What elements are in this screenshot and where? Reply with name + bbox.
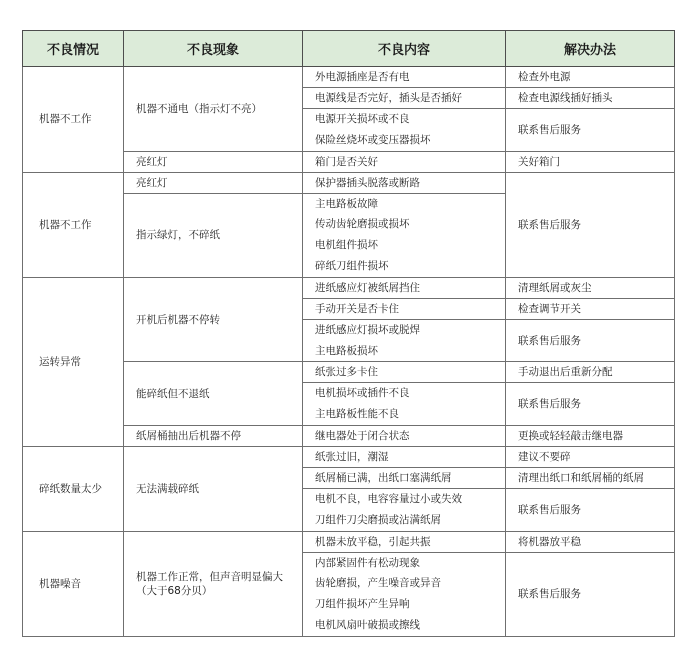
phenomenon-cell: 亮红灯	[124, 172, 303, 193]
table-row	[23, 277, 675, 298]
solution-cell: 建议不要碎	[506, 446, 675, 467]
content-cell-multi	[303, 383, 506, 426]
phenomenon-cell: 机器不通电（指示灯不亮）	[124, 67, 303, 152]
header-content: 不良内容	[303, 31, 506, 67]
content-cell-multi	[303, 193, 506, 277]
solution-cell: 关好箱门	[506, 151, 675, 172]
content-line: 电机损坏或插件不良	[315, 387, 410, 400]
phenomenon-cell: 纸屑桶抽出后机器不停	[124, 425, 303, 446]
situation-cell: 机器噪音	[23, 531, 124, 636]
solution-cell: 清理纸屑或灰尘	[506, 277, 675, 298]
content-cell: 电源线是否完好，插头是否插好	[303, 88, 506, 109]
content-line: 进纸感应灯损坏或脱焊	[315, 323, 420, 336]
content-line: 传动齿轮磨损或损坏	[315, 218, 410, 231]
content-cell: 纸张过多卡住	[303, 362, 506, 383]
content-line: 碎纸刀组件损坏	[315, 259, 389, 272]
solution-cell: 联系售后服务	[506, 319, 675, 362]
phenomenon-cell: 能碎纸但不退纸	[124, 362, 303, 426]
content-line: 保险丝烧坏或变压器损坏	[315, 133, 431, 146]
content-cell-multi	[303, 552, 506, 636]
situation-cell: 运转异常	[23, 277, 124, 446]
situation-cell: 碎纸数量太少	[23, 446, 124, 531]
solution-cell: 联系售后服务	[506, 383, 675, 426]
solution-cell: 联系售后服务	[506, 109, 675, 152]
situation-cell: 机器不工作	[23, 67, 124, 173]
content-line: 电机不良，电容容量过小或失效	[315, 492, 462, 505]
content-cell: 外电源插座是否有电	[303, 67, 506, 88]
content-line: 内部紧固件有松动现象	[315, 556, 420, 569]
content-cell-multi	[303, 319, 506, 362]
phenomenon-cell: 亮红灯	[124, 151, 303, 172]
content-line: 刀组件损坏产生异响	[315, 598, 410, 611]
table-header-row	[23, 31, 675, 67]
content-cell: 手动开关是否卡住	[303, 298, 506, 319]
header-phenomenon: 不良现象	[124, 31, 303, 67]
content-line: 主电路板性能不良	[315, 408, 399, 421]
solution-cell: 检查电源线插好插头	[506, 88, 675, 109]
solution-cell: 检查外电源	[506, 67, 675, 88]
table-row	[23, 67, 675, 88]
solution-cell: 联系售后服务	[506, 488, 675, 531]
solution-cell: 联系售后服务	[506, 552, 675, 636]
content-line: 刀组件刀尖磨损或沾满纸屑	[315, 513, 441, 526]
content-line: 主电路板损坏	[315, 344, 378, 357]
solution-cell: 更换或轻轻敲击继电器	[506, 425, 675, 446]
solution-cell: 将机器放平稳	[506, 531, 675, 552]
solution-cell: 联系售后服务	[506, 172, 675, 277]
solution-cell: 手动退出后重新分配	[506, 362, 675, 383]
content-cell-multi	[303, 109, 506, 152]
phenomenon-cell: 指示绿灯，不碎纸	[124, 193, 303, 277]
content-line: 电机组件损坏	[315, 239, 378, 252]
content-line: 主电路板故障	[315, 197, 378, 210]
phenomenon-cell: 机器工作正常，但声音明显偏大（大于68分贝）	[124, 531, 303, 636]
troubleshooting-table-wrapper	[22, 30, 675, 637]
troubleshooting-table	[22, 30, 675, 637]
phenomenon-cell: 开机后机器不停转	[124, 277, 303, 362]
content-cell: 进纸感应灯被纸屑挡住	[303, 277, 506, 298]
content-line: 电机风扇叶破损或擦线	[315, 618, 420, 631]
solution-cell: 清理出纸口和纸屑桶的纸屑	[506, 467, 675, 488]
content-cell: 继电器处于闭合状态	[303, 425, 506, 446]
solution-cell: 检查调节开关	[506, 298, 675, 319]
content-cell: 纸屑桶已满，出纸口塞满纸屑	[303, 467, 506, 488]
situation-cell: 机器不工作	[23, 172, 124, 277]
header-situation: 不良情况	[23, 31, 124, 67]
table-row	[23, 172, 675, 193]
content-cell: 箱门是否关好	[303, 151, 506, 172]
table-row	[23, 446, 675, 467]
content-cell: 纸张过旧，潮湿	[303, 446, 506, 467]
content-line: 电源开关损坏或不良	[315, 113, 410, 125]
content-cell: 保护器插头脱落或断路	[303, 172, 506, 193]
phenomenon-cell: 无法满载碎纸	[124, 446, 303, 531]
header-solution: 解决办法	[506, 31, 675, 67]
content-line: 齿轮磨损，产生噪音或异音	[315, 577, 441, 590]
content-cell-multi	[303, 488, 506, 531]
table-row	[23, 531, 675, 552]
content-cell: 机器未放平稳，引起共振	[303, 531, 506, 552]
